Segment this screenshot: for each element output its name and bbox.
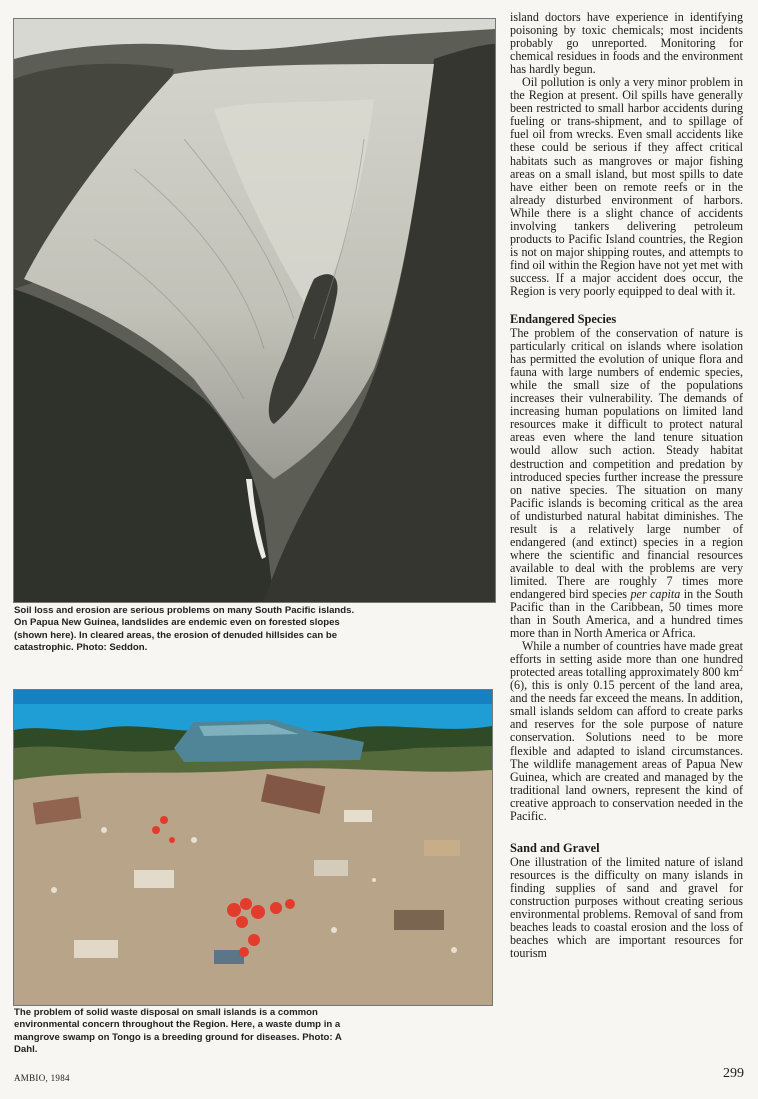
waste-dump-photo	[13, 689, 493, 1006]
paragraph-protected-areas	[510, 640, 743, 823]
landslide-photo	[13, 18, 496, 603]
heading-sand-and-gravel: Sand and Gravel	[510, 840, 600, 855]
superscript-two: 2	[739, 664, 743, 674]
per-capita-emphasis: per capita	[630, 586, 681, 601]
page-number: 299	[723, 1066, 744, 1081]
conservation-text-b: in the South Pacific than in the Caribbean, 50 times more than in South America, and a hundred times more than in North America or Africa.	[510, 586, 743, 641]
conservation-text-a: The problem of the conservation of nature is particularly critical on islands where isolation has permitted the evolution of unique flora and fauna with large numbers of endemic species, while the small size of the populations increases their vulnerability. The demands of increasing human populations on limited land resources make it difficult to protect natural areas even where the land tenure situation would allow such action. Steady habitat destruction and competition and predation by introduced species further increase the pressure on native species. The situation on many Pacific islands is becoming critical as the area of undisturbed natural habitat diminishes. The result is a relatively large number of endangered (and extinct) species in a region where the scientific and financial resources available to deal with the problems are very limited. There are roughly 7 times more endangered bird species	[510, 326, 743, 601]
protected-areas-text-b: (6), this is only 0.15 percent of the land area, and the needs far exceed the means. In addition, small islands seldom can afford to create parks and reserves for the sole purpose of nature conservation. Solutions need to be more flexible and adapted to island circumstances. The wildlife management areas of Papua New Guinea, which are created and managed by the traditional land owners, represent the kind of creative approach to conservation needed in the Pacific.	[510, 678, 743, 823]
landslide-caption: Soil loss and erosion are serious problems on many South Pacific islands. On Papua New Guinea, landslides are endemic even on forested slopes (shown here). In cleared areas, the erosion of denuded hillsides can be catastrophic. Photo: Seddon.	[14, 605, 355, 653]
paragraph-sand-gravel: One illustration of the limited nature of island resources is the difficulty on many islands in finding supplies of sand and gravel for construction purposes without creating serious environmental problems. Removal of sand from beaches leads to coastal erosion and the loss of beaches which are important resources for tourism	[510, 854, 743, 961]
article-column	[510, 11, 743, 960]
protected-areas-text-a: While a number of countries have made great efforts in setting aside more than one hundred protected areas totalling approximately 800 km	[510, 639, 743, 680]
paragraph-toxic-chemicals: island doctors have experience in identifying poisoning by toxic chemicals; most incidents probably go unreported. Monitoring for chemical residues in foods and the environment has hardly begun.	[510, 10, 743, 77]
paragraph-conservation	[510, 327, 743, 640]
waste-dump-caption: The problem of solid waste disposal on small islands is a common environmental concern throughout the Region. Here, a waste dump in a mangrove swamp on Tongo is a breeding ground for diseases. Photo: A Dahl.	[14, 1007, 342, 1055]
heading-endangered-species: Endangered Species	[510, 312, 617, 327]
journal-footer: AMBIO, 1984	[14, 1073, 70, 1083]
paragraph-oil-pollution: Oil pollution is only a very minor problem in the Region at present. Oil spills have generally been restricted to small harbor accidents during fueling or trans-shipment, and to spillage of fuel oil from wrecks. Even small accidents like these could be serious if they affect critical habitats such as mangroves or major fishing areas on a small island, but most spills to date have either been on remote reefs or in the already disturbed environment of harbors. While there is a slight chance of accidents involving tankers delivering petroleum products to Pacific Island countries, the Region is not on major shipping routes, and attempts to find oil within the Region have not yet met with success. If a major accident does occur, the Region is very poorly equipped to deal with it.	[510, 75, 743, 298]
